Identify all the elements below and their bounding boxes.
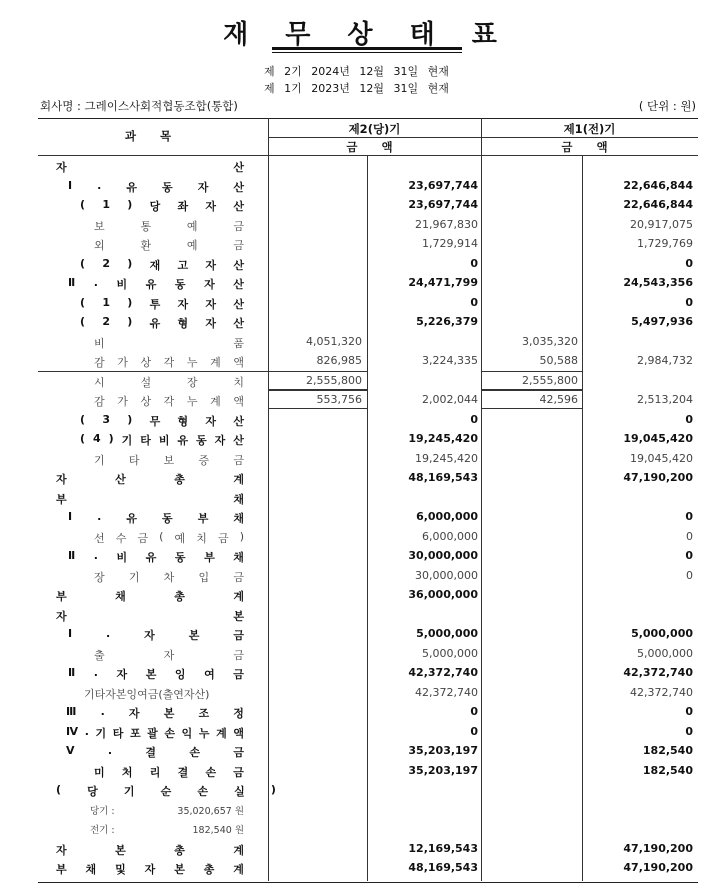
amount-current: 23,697,744	[408, 198, 478, 211]
row-label: 기타자본잉여금(출연자산)	[84, 688, 210, 701]
row-label: Ⅰ . 자 본 금	[68, 627, 244, 642]
table-row	[38, 762, 698, 781]
net-loss-previous: 182,540 원	[192, 825, 244, 836]
row-label: ( 2 ) 유 형 자 산	[80, 315, 244, 330]
detail-current: 553,756	[316, 393, 362, 406]
row-label: 부 채	[56, 493, 244, 506]
row-label: Ⅴ . 결 손 금	[66, 744, 244, 759]
amount-current: 5,000,000	[422, 647, 478, 660]
detail-previous: 42,596	[539, 393, 578, 406]
header-amount-current: 금 액	[346, 140, 403, 154]
row-label: 자 본 총 계	[56, 844, 244, 857]
table-row	[38, 723, 698, 742]
row-label: 당기 :	[90, 806, 115, 817]
company-name: 회사명 : 그레이스사회적협동조합(통합)	[40, 99, 238, 113]
amount-previous: 22,646,844	[623, 198, 693, 211]
table-row	[38, 645, 698, 664]
amount-previous: 19,045,420	[630, 452, 693, 465]
amount-current: 48,169,543	[408, 861, 478, 874]
row-label: Ⅲ . 자 본 조 정	[66, 705, 244, 720]
table-row	[38, 333, 698, 352]
header-account: 과 목	[124, 129, 182, 143]
row-label: Ⅱ . 자 본 잉 여 금	[68, 666, 244, 681]
row-label: 전기 :	[90, 825, 115, 836]
amount-previous: 0	[685, 296, 693, 309]
amount-current: 12,169,543	[408, 842, 478, 855]
table-row	[38, 469, 698, 488]
amount-previous: 0	[686, 530, 693, 543]
amount-previous: 0	[685, 725, 693, 738]
table-row	[38, 235, 698, 254]
amount-previous: 42,372,740	[630, 686, 693, 699]
amount-previous: 20,917,075	[630, 218, 693, 231]
header-current-period: 제2(당)기	[348, 122, 401, 136]
table-row	[38, 859, 698, 878]
row-label: 감 가 상 각 누 계 액	[94, 356, 244, 369]
table-row	[38, 567, 698, 586]
row-label: 부 채 및 자 본 총 계	[56, 863, 244, 876]
row-label: ( 3 ) 무 형 자 산	[80, 413, 244, 428]
table-row	[38, 508, 698, 527]
table-row	[38, 255, 698, 274]
detail-current: 2,555,800	[306, 374, 362, 387]
amount-previous: 5,497,936	[631, 315, 693, 328]
row-label: 자 산 총 계	[56, 473, 244, 486]
amount-previous: 5,000,000	[637, 647, 693, 660]
amount-previous: 22,646,844	[623, 179, 693, 192]
amount-previous: 0	[685, 705, 693, 718]
row-label: 미 처 리 결 손 금	[94, 766, 244, 779]
amount-current: 21,967,830	[415, 218, 478, 231]
table-row	[38, 781, 698, 800]
amount-previous: 47,190,200	[623, 842, 693, 855]
table-row	[38, 606, 698, 625]
table-row	[38, 313, 698, 332]
amount-previous: 19,045,420	[623, 432, 693, 445]
amount-current: 0	[470, 257, 478, 270]
amount-previous: 42,372,740	[623, 666, 693, 679]
table-row	[38, 742, 698, 761]
amount-current: 23,697,744	[408, 179, 478, 192]
amount-previous: 0	[685, 413, 693, 426]
amount-previous: 24,543,356	[623, 276, 693, 289]
amount-current: 1,729,914	[422, 237, 478, 250]
row-label: 부 채 총 계	[56, 590, 244, 603]
table-row	[38, 177, 698, 196]
row-label: 자 본	[56, 610, 244, 623]
row-label: 보 통 예 금	[94, 220, 244, 233]
table-row	[38, 430, 698, 449]
table-row	[38, 352, 698, 371]
table-row	[38, 411, 698, 430]
amount-current: 42,372,740	[408, 666, 478, 679]
row-label: ( 2 ) 재 고 자 산	[80, 257, 244, 272]
table-row	[38, 586, 698, 605]
row-label: 외 환 예 금	[94, 239, 244, 252]
row-label: 비 품	[94, 337, 244, 350]
amount-current: 3,224,335	[422, 354, 478, 367]
amount-current: 19,245,420	[415, 452, 478, 465]
amount-current: 0	[470, 705, 478, 718]
amount-previous: 2,513,204	[637, 393, 693, 406]
amount-current: 30,000,000	[415, 569, 478, 582]
row-label: 장 기 차 입 금	[94, 571, 244, 584]
row-label: Ⅱ . 비 유 동 자 산	[68, 276, 244, 291]
table-row	[38, 684, 698, 703]
row-label: 기 타 보 증 금	[94, 454, 244, 467]
detail-current: 4,051,320	[306, 335, 362, 348]
table-row	[38, 489, 698, 508]
amount-previous: 0	[685, 257, 693, 270]
table-row	[38, 528, 698, 547]
detail-previous: 2,555,800	[522, 374, 578, 387]
header-amount-previous: 금 액	[561, 140, 618, 154]
amount-previous: 182,540	[642, 744, 693, 757]
amount-current: 5,226,379	[416, 315, 478, 328]
detail-previous: 3,035,320	[522, 335, 578, 348]
header-bottom	[38, 155, 698, 156]
table-row	[38, 703, 698, 722]
amount-current: 6,000,000	[422, 530, 478, 543]
table-row	[38, 157, 698, 176]
detail-current: 826,985	[316, 354, 362, 367]
table-row	[38, 391, 698, 410]
row-label: ( 당 기 순 손 실 )	[56, 783, 276, 798]
title-underline	[272, 47, 462, 50]
table-row	[38, 450, 698, 469]
table-row	[38, 216, 698, 235]
row-label: 출 자 금	[94, 649, 244, 662]
table-row	[38, 294, 698, 313]
row-label: ( 1 ) 투 자 자 산	[80, 296, 244, 311]
row-label: 감 가 상 각 누 계 액	[94, 395, 244, 408]
table-row	[38, 820, 698, 839]
table-row	[38, 274, 698, 293]
table-row	[38, 372, 698, 391]
amount-previous: 0	[685, 549, 693, 562]
row-label: 시 설 장 치	[94, 376, 244, 389]
table-row	[38, 196, 698, 215]
amount-current: 0	[470, 296, 478, 309]
table-row	[38, 547, 698, 566]
amount-current: 35,203,197	[408, 764, 478, 777]
row-label: ( 1 ) 당 좌 자 산	[80, 198, 244, 213]
amount-previous: 0	[685, 510, 693, 523]
amount-current: 6,000,000	[416, 510, 478, 523]
row-label: 자 산	[56, 161, 244, 174]
amount-current: 0	[470, 413, 478, 426]
title-underline-thin	[272, 52, 462, 53]
detail-previous: 50,588	[539, 354, 578, 367]
amount-previous: 2,984,732	[637, 354, 693, 367]
amount-current: 36,000,000	[408, 588, 478, 601]
row-label: 선 수 금 ( 예 치 금 )	[94, 530, 244, 545]
amount-previous: 1,729,769	[637, 237, 693, 250]
amount-current: 35,203,197	[408, 744, 478, 757]
header-previous-period: 제1(전)기	[563, 122, 616, 136]
amount-previous: 182,540	[642, 764, 693, 777]
amount-current: 30,000,000	[408, 549, 478, 562]
statement-title: 재 무 상 태 표	[223, 20, 511, 50]
row-label: Ⅰ . 유 동 자 산	[68, 179, 244, 194]
amount-previous: 47,190,200	[623, 471, 693, 484]
period-previous: 제 1기 2023년 12월 31일 현재	[264, 82, 449, 95]
row-label: Ⅱ . 비 유 동 부 채	[68, 549, 244, 564]
amount-previous: 0	[686, 569, 693, 582]
amount-current: 2,002,044	[422, 393, 478, 406]
header-divider	[268, 137, 698, 138]
amount-current: 48,169,543	[408, 471, 478, 484]
amount-current: 19,245,420	[408, 432, 478, 445]
amount-previous: 5,000,000	[631, 627, 693, 640]
table-row	[38, 664, 698, 683]
period-current: 제 2기 2024년 12월 31일 현재	[264, 65, 449, 78]
row-label: Ⅰ . 유 동 부 채	[68, 510, 244, 525]
unit-label: ( 단위 : 원)	[638, 99, 696, 113]
row-label: ( 4 ) 기 타 비 유 동 자 산	[80, 432, 244, 447]
amount-current: 5,000,000	[416, 627, 478, 640]
table-row	[38, 801, 698, 820]
table-row	[38, 840, 698, 859]
amount-current: 0	[470, 725, 478, 738]
amount-current: 24,471,799	[408, 276, 478, 289]
amount-current: 42,372,740	[415, 686, 478, 699]
amount-previous: 47,190,200	[623, 861, 693, 874]
row-label: Ⅳ . 기 타 포 괄 손 익 누 계 액	[66, 725, 244, 740]
table-row	[38, 625, 698, 644]
net-loss-current: 35,020,657 원	[177, 806, 244, 817]
